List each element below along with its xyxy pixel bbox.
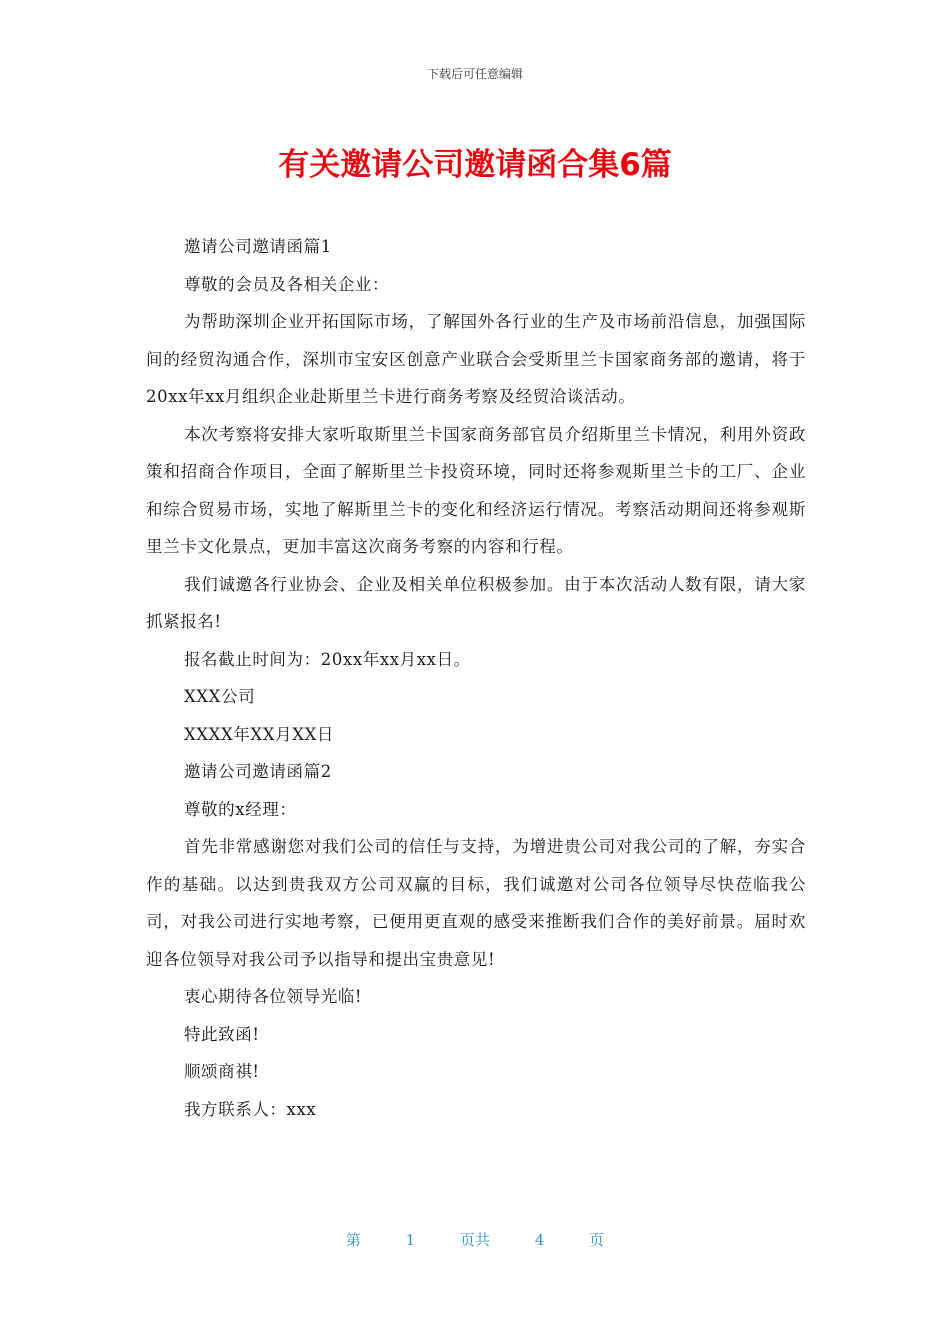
document-title: 有关邀请公司邀请函合集6篇 [278,147,672,183]
paragraph: 我们诚邀各行业协会、企业及相关单位积极参加。由于本次活动人数有限，请大家抓紧报名! [146,574,806,631]
paragraph: 本次考察将安排大家听取斯里兰卡国家商务部官员介绍斯里兰卡情况，利用外资政策和招商合作项目，全面了解斯里兰卡投资环境，同时还将参观斯里兰卡的工厂、企业和综合贸易市场，实地了解斯里兰卡的变化和经济运行情况。考察活动期间还将参观斯里兰卡文化景点，更加丰富这次商务考察的内容和行程。 [146,424,806,556]
footer-suffix: 页 [589,1231,605,1249]
header-note: 下载后可任意编辑 [426,67,523,81]
footer-page-current: 1 [405,1231,416,1249]
section-heading-2: 邀请公司邀请函篇2 [183,762,332,781]
closing-line: 特此致函! [183,1024,260,1044]
document-body [146,228,806,1128]
closing-line: 顺颂商祺! [183,1062,260,1081]
signature-company: XXX公司 [183,687,256,706]
signature-date: XXXX年XX月XX日 [183,724,335,744]
section-heading-1: 邀请公司邀请函篇1 [183,237,332,256]
page-footer [0,1228,950,1252]
footer-prefix: 第 [345,1231,361,1249]
salutation-1: 尊敬的会员及各相关企业： [183,274,390,294]
contact-line: 我方联系人：xxx [183,1099,317,1119]
footer-middle: 页共 [459,1231,490,1249]
closing-line: 衷心期待各位领导光临! [183,987,363,1006]
paragraph: 为帮助深圳企业开拓国际市场，了解国外各行业的生产及市场前沿信息，加强国际间的经贸沟通合作，深圳市宝安区创意产业联合会受斯里兰卡国家商务部的邀请，将于20xx年xx月组织企业赴斯里兰卡进行商务考察及经贸洽谈活动。 [146,312,806,406]
deadline-line: 报名截止时间为：20xx年xx月xx日。 [183,649,471,669]
paragraph: 首先非常感谢您对我们公司的信任与支持，为增进贵公司对我公司的了解，夯实合作的基础。以达到贵我双方公司双赢的目标，我们诚邀对公司各位领导尽快莅临我公司，对我公司进行实地考察，已便用更直观的感受来推断我们合作的美好前景。届时欢迎各位领导对我公司予以指导和提出宝贵意见! [146,837,806,969]
salutation-2: 尊敬的x经理： [183,799,297,819]
footer-page-total: 4 [534,1231,545,1249]
